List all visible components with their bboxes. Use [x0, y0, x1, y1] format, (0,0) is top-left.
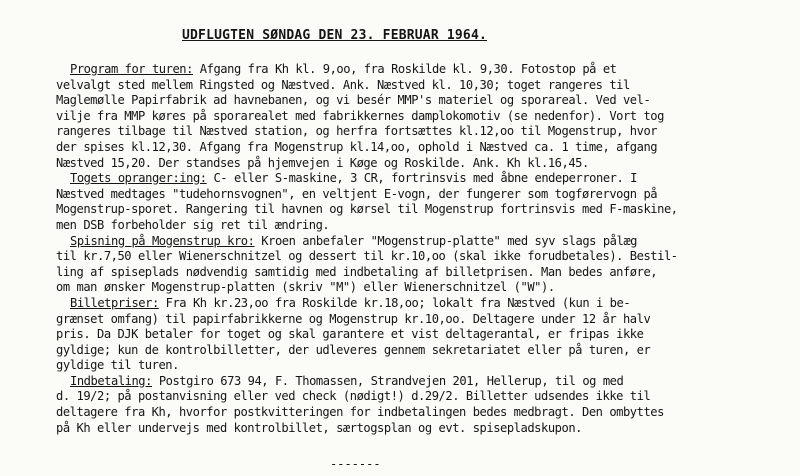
section-heading: Program for turen:: [70, 62, 193, 76]
section-line: velvalgt sted mellem Ringsted og Næstved. Ank. Næstved kl. 10,30; toget rangeres til: [56, 77, 630, 92]
section-line: gyldige; kun de kontrolbilletter, der udleveres gennem sekretariatet eller på turen, er: [56, 342, 651, 357]
section-line: Næstved medtages "tudehornsvognen", en veltjent E-vogn, der fungerer som togførervogn på: [56, 186, 658, 201]
section-text: Afgang fra Kh kl. 9,oo, fra Roskilde kl. 9,30. Fotostop på et: [192, 62, 617, 76]
section-line: rangeres tilbage til Næstved station, og herfra fortsættes kl.12,oo til Mogenstrup, hvor: [56, 124, 658, 139]
section-line: om man ønsker Mogenstrup-platten (skriv "M") eller Wienerschnitzel ("W").: [56, 280, 555, 295]
section-heading: Spisning på Mogenstrup kro:: [70, 233, 255, 248]
section-first-line: [56, 234, 794, 250]
section-line: Næstved 15,20. Der standses på hjemvejen i Køge og Roskilde. Ank. Kh kl.16,45.: [56, 155, 589, 170]
section-first-line: [56, 296, 794, 312]
document-title: UDFLUGTEN SØNDAG DEN 23. FEBRUAR 1964.: [182, 28, 488, 43]
section-text: Kroen anbefaler "Mogenstrup-platte" med syv slags pålæg: [254, 233, 637, 248]
section-line: Mogenstrup-sporet. Rangering til havnen og kørsel til Mogenstrup fortrinsvis med F-maskine,: [56, 202, 678, 217]
document-body: [56, 62, 794, 436]
section-line: pris. Da DJK betaler for toget og skal garantere et vist deltagerantal, er fripas ikke: [56, 327, 644, 342]
section-first-line: [56, 171, 794, 187]
section-first-line: [56, 374, 794, 390]
section-text: Postgiro 673 94, F. Thomassen, Strandvejen 201, Hellerup, til og med: [151, 373, 624, 388]
section-line: der spises kl.12,30. Afgang fra Mogenstrup kl.14,oo, ophold i Næstved ca. 1 time, afgang: [56, 139, 658, 154]
section-heading: Billetpriser:: [70, 295, 159, 310]
section-line: grænset omfang) til papirfabrikkerne og Mogenstrup kr.10,oo. Deltagere under 12 år halv: [56, 311, 651, 326]
end-separator: -------: [330, 457, 381, 471]
section-line: på Kh eller undervejs med kontrolbillet, særtogsplan og evt. spisepladskupon.: [56, 420, 582, 435]
section-line: vilje fra MMP køres på sporarealet med fabrikkernes damplokomotiv (se nedenfor). Vort tog: [56, 108, 664, 123]
section-line: men DSB forbeholder sig ret til ændring.: [56, 217, 330, 232]
section-heading: Indbetaling:: [70, 373, 152, 388]
section-text: Fra Kh kr.23,oo fra Roskilde kr.18,oo; lokalt fra Næstved (kun i be-: [158, 295, 631, 310]
section-heading: Togets opranger:ing:: [70, 171, 207, 186]
section-text: C- eller S-maskine, 3 CR, fortrinsvis med åbne endeperroner. I: [206, 171, 637, 186]
section-line: d. 19/2; på postanvisning eller ved check (nødigt!) d.29/2. Billetter udsendes ikke til: [56, 389, 651, 404]
section-first-line: [56, 62, 794, 78]
section-line: til kr.7,50 eller Wienerschnitzel og dessert til kr.10,oo (skal ikke forudbetales). Bestil-: [56, 249, 678, 264]
section-line: gyldige til turen.: [56, 358, 179, 373]
section-line: Maglemølle Papirfabrik ad havnebanen, og vi besér MMP's materiel og sporareal. Ved vel-: [56, 93, 651, 108]
section-line: ling af spiseplads nødvendig samtidig med indbetaling af billetprisen. Man bedes anføre,: [56, 264, 658, 279]
section-line: deltagere fra Kh, hvorfor postkvitteringen for indbetalingen bedes medbragt. Den ombyttes: [56, 405, 664, 420]
